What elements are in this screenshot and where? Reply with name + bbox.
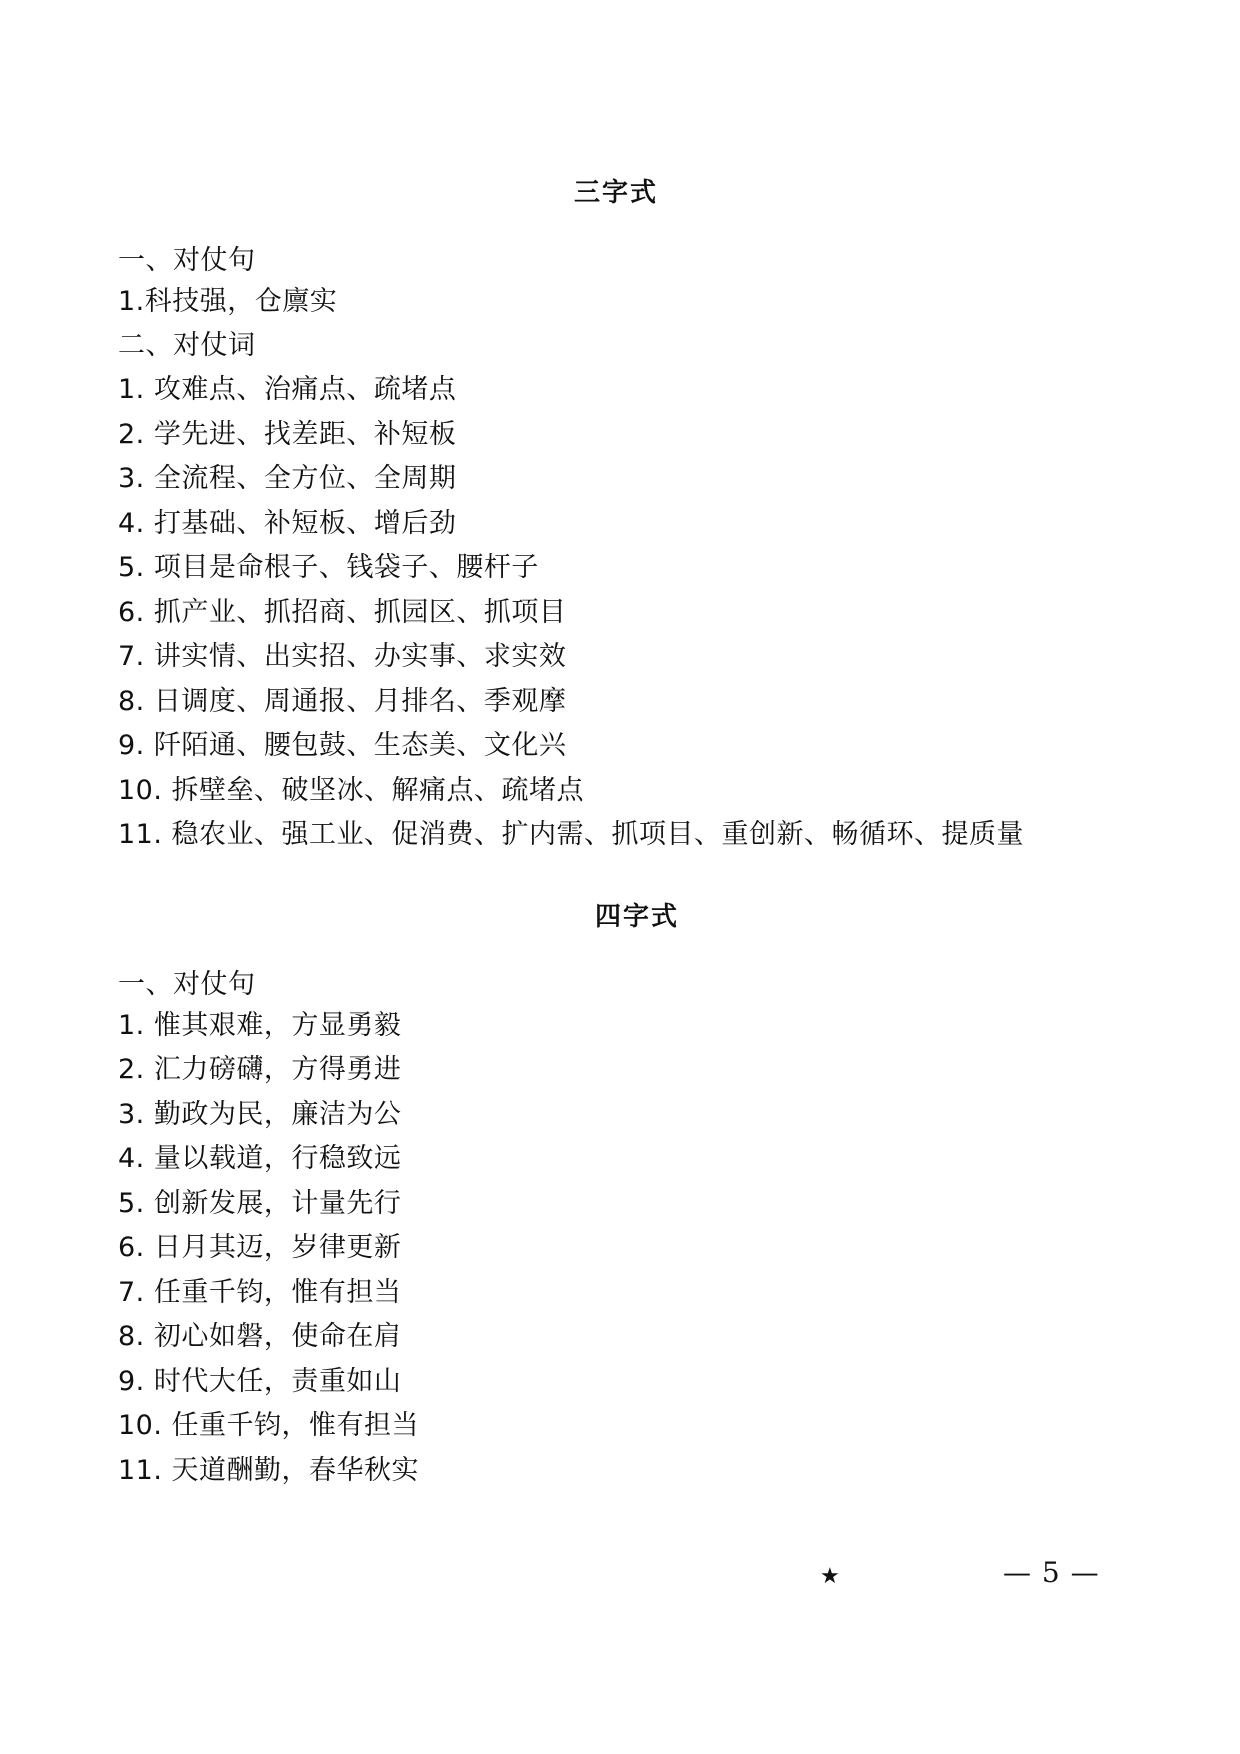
list-item: 10. 拆壁垒、破坚冰、解痛点、疏堵点 — [118, 775, 585, 806]
subsection-heading-duizhangju: 一、对仗句 — [118, 969, 256, 1000]
list-item: 3. 勤政为民，廉洁为公 — [118, 1099, 402, 1130]
subsection-heading-duizhangci: 二、对仗词 — [118, 330, 256, 361]
list-item: 2. 学先进、找差距、补短板 — [118, 419, 457, 450]
list-item: 6. 日月其迈，岁律更新 — [118, 1232, 402, 1263]
list-item: 1. 攻难点、治痛点、疏堵点 — [118, 374, 457, 405]
list-item: 8. 日调度、周通报、月排名、季观摩 — [118, 686, 567, 717]
star-icon: ★ — [820, 1564, 840, 1589]
list-item: 1. 惟其艰难，方显勇毅 — [118, 1010, 402, 1041]
list-item: 11. 天道酬勤，春华秋实 — [118, 1455, 420, 1486]
list-item: 11. 稳农业、强工业、促消费、扩内需、抓项目、重创新、畅循环、提质量 — [118, 819, 1025, 850]
section-title-sizishi: 四字式 — [595, 902, 680, 932]
list-item: 5. 创新发展，计量先行 — [118, 1188, 402, 1219]
list-item: 7. 任重千钧，惟有担当 — [118, 1277, 402, 1308]
list-item: 4. 打基础、补短板、增后劲 — [118, 508, 457, 539]
list-item: 9. 阡陌通、腰包鼓、生态美、文化兴 — [118, 730, 567, 761]
list-item: 2. 汇力磅礴，方得勇进 — [118, 1054, 402, 1085]
list-item: 6. 抓产业、抓招商、抓园区、抓项目 — [118, 597, 567, 628]
section-title-sanzishi: 三字式 — [574, 178, 659, 208]
list-item: 4. 量以载道，行稳致远 — [118, 1143, 402, 1174]
list-item: 10. 任重千钧，惟有担当 — [118, 1410, 420, 1441]
list-item: 1.科技强，仓廪实 — [118, 286, 338, 317]
list-item: 9. 时代大任，责重如山 — [118, 1366, 402, 1397]
list-item: 8. 初心如磐，使命在肩 — [118, 1321, 402, 1352]
page-number: — 5 — — [1003, 1556, 1100, 1589]
list-item: 3. 全流程、全方位、全周期 — [118, 463, 457, 494]
list-item: 7. 讲实情、出实招、办实事、求实效 — [118, 641, 567, 672]
list-item: 5. 项目是命根子、钱袋子、腰杆子 — [118, 552, 539, 583]
subsection-heading-duizhangju: 一、对仗句 — [118, 245, 256, 276]
